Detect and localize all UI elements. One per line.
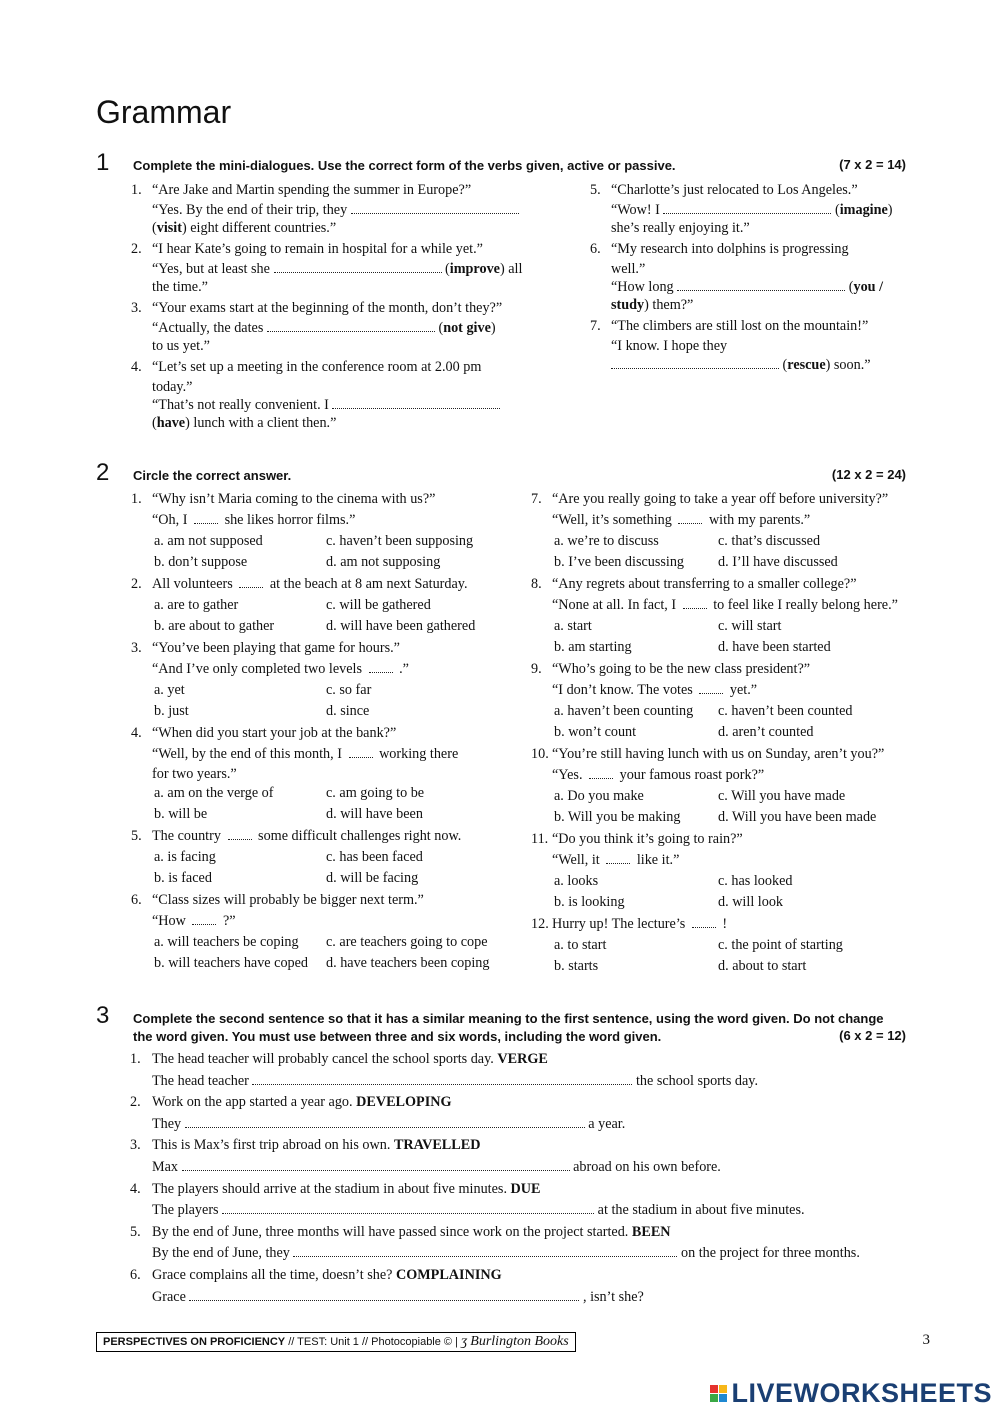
option-c[interactable]: c. Will you have made [718, 788, 846, 804]
answer-options [554, 935, 951, 977]
verb-given: rescue [787, 357, 826, 373]
answer-options [554, 531, 951, 573]
option-d[interactable]: d. will have been [326, 806, 423, 822]
answer-blank[interactable] [663, 201, 831, 214]
answer-suffix: ) them?” [644, 297, 694, 313]
answer-blank[interactable] [267, 319, 435, 332]
second-sentence [130, 1287, 910, 1309]
question-item [531, 489, 951, 573]
answer-blank[interactable] [182, 1158, 570, 1171]
sentence-end: , isn’t she? [582, 1288, 644, 1305]
question-number: 4. [131, 725, 142, 741]
option-c[interactable]: c. has looked [718, 873, 793, 889]
answer-gap[interactable] [692, 917, 716, 928]
question-text-before-gap: “I don’t know. The votes [552, 682, 693, 698]
question-number: 11. [531, 831, 549, 847]
option-a[interactable]: a. looks [554, 873, 599, 889]
question-text: “The climbers are still lost on the mountain!” [611, 318, 869, 334]
option-a[interactable]: a. to start [554, 937, 607, 953]
question-text-before-gap: “Oh, I [152, 512, 188, 528]
question-number: 10. [531, 746, 549, 762]
sentence-start: By the end of June, they [152, 1245, 290, 1262]
option-b[interactable]: b. don’t suppose [154, 554, 248, 570]
option-b[interactable]: b. will be [154, 806, 208, 822]
verb-given: have [156, 415, 186, 431]
question-number: 2. [130, 1094, 141, 1111]
question-text-after-gap: she likes horror films.” [224, 512, 356, 528]
question-line [552, 765, 951, 786]
question-item: 1. “Are Jake and Martin spending the summer in Europe?” “Yes. By the end of their trip, they (visit) eight different countries.” [131, 180, 551, 237]
option-d[interactable]: d. will be facing [326, 870, 419, 886]
answer-blank[interactable] [611, 356, 779, 369]
first-sentence: The head teacher will probably cancel the school sports day. [152, 1051, 494, 1067]
answer-options [554, 616, 951, 658]
option-c[interactable]: c. are teachers going to cope [326, 934, 488, 950]
answer-suffix: ) lunch with a client then.” [185, 415, 337, 431]
question-line [152, 826, 526, 847]
key-word: DUE [510, 1180, 541, 1197]
answer-blank[interactable] [274, 260, 442, 273]
transformation-item [130, 1135, 910, 1157]
answer-gap[interactable] [349, 747, 373, 758]
answer-options [154, 531, 526, 573]
option-c[interactable]: c. haven’t been supposing [326, 533, 474, 549]
option-d[interactable]: d. will look [718, 894, 784, 910]
question-text-before-gap: “And I’ve only completed two levels [152, 661, 362, 677]
option-c[interactable]: c. will start [718, 618, 782, 634]
option-a[interactable]: a. yet [154, 682, 185, 698]
question-number: 2. [131, 576, 142, 592]
series-name: PERSPECTIVES ON PROFICIENCY [103, 1336, 286, 1348]
question-text: “You’re still having lunch with us on Sunday, aren’t you?” [552, 746, 885, 762]
option-b[interactable]: b. will teachers have coped [154, 955, 309, 971]
option-a[interactable]: a. am not supposed [154, 533, 263, 549]
answer-prefix: “Yes, but at least she [152, 261, 270, 277]
option-c[interactable]: c. has been faced [326, 849, 423, 865]
answer-options [154, 595, 526, 637]
question-text: “I hear Kate’s going to remain in hospital for a while yet.” [152, 241, 483, 257]
question-item: 4. “Let’s set up a meeting in the conference room at 2.00 pm today.” “That’s not really convenient. I (have) lunch with a client then.” [131, 357, 551, 432]
answer-suffix: ) all [499, 261, 523, 277]
verb-given: imagine [839, 202, 888, 218]
question-item [131, 723, 526, 825]
transformation-item [130, 1265, 910, 1287]
answer-suffix: ) eight different countries.” [181, 220, 337, 236]
question-text-after-gap: to feel like I really belong here.” [713, 597, 898, 613]
question-number: 12. [531, 916, 549, 932]
option-c[interactable]: c. haven’t been counted [718, 703, 853, 719]
sentence-start: They [152, 1115, 182, 1132]
option-b[interactable]: b. I’ve been discussing [554, 554, 685, 570]
question-text-after-gap: with my parents.” [708, 512, 811, 528]
question-text: “My research into dolphins is progressing [611, 241, 849, 257]
verb-given-continued: study [611, 297, 645, 313]
question-number: 6. [130, 1266, 141, 1283]
answer-blank[interactable] [189, 1288, 579, 1301]
second-sentence [130, 1200, 910, 1222]
question-text-before-gap: The country [152, 828, 221, 844]
section-1-left-column [131, 180, 551, 432]
answer-options [154, 847, 526, 889]
question-text-before-gap: “Well, by the end of this month, I [152, 746, 342, 762]
first-sentence: By the end of June, three months will have passed since work on the project started. [152, 1223, 629, 1240]
answer-continuation: the time.” [152, 279, 208, 295]
transformation-item [130, 1222, 910, 1244]
answer-continuation: to us yet.” [152, 338, 210, 354]
option-a[interactable]: a. Do you make [554, 788, 644, 804]
answer-blank[interactable] [351, 201, 519, 214]
second-sentence [130, 1071, 910, 1093]
question-text-after-gap: at the beach at 8 am next Saturday. [269, 576, 468, 592]
key-word: VERGE [497, 1051, 548, 1067]
question-text-after-gap: yet.” [729, 682, 758, 698]
question-item: 6. “My research into dolphins is progressing well.” “How long (you / study) them?” [590, 239, 920, 314]
section-instruction: Circle the correct answer. [133, 468, 292, 483]
question-line [552, 850, 951, 871]
question-item [131, 574, 526, 637]
question-item [531, 574, 951, 658]
answer-suffix: ) [490, 320, 496, 336]
verb-given: improve [449, 261, 500, 277]
option-a[interactable]: a. start [554, 618, 592, 634]
option-d[interactable]: d. Will you have been made [718, 809, 877, 825]
verb-given: visit [156, 220, 182, 236]
question-text: “Do you think it’s going to rain?” [552, 831, 743, 847]
section-number: 3 [96, 1002, 110, 1029]
option-c[interactable]: c. am going to be [326, 785, 425, 801]
option-d[interactable]: d. have teachers been coping [326, 955, 490, 971]
question-text-before-gap: Hurry up! The lecture’s [552, 916, 686, 932]
question-number: 1. [131, 491, 142, 507]
question-text-after-gap: .” [399, 661, 409, 677]
option-c[interactable]: c. the point of starting [718, 937, 843, 953]
question-text-after-gap: like it.” [636, 852, 680, 868]
question-item: 2. “I hear Kate’s going to remain in hospital for a while yet.” “Yes, but at least she (improve) all the time.” [131, 239, 551, 296]
question-number: 5. [131, 828, 142, 844]
answer-gap[interactable] [699, 683, 723, 694]
answer-options [154, 680, 526, 722]
first-sentence: This is Max’s first trip abroad on his own. [152, 1137, 391, 1154]
question-text-after-gap: ?” [222, 913, 236, 929]
question-item [131, 890, 526, 974]
answer-blank[interactable] [677, 278, 845, 291]
question-number: 4. [131, 359, 142, 375]
question-line [152, 510, 526, 531]
section-instruction: Complete the second sentence so that it has a similar meaning to the first sentence, using the word given. Do not change the word given. You must use between three and six words, including the word given. [133, 1011, 884, 1044]
answer-prefix: “I know. I hope they [611, 338, 728, 354]
answer-blank[interactable] [222, 1201, 594, 1214]
question-text: “Are you really going to take a year off before university?” [552, 491, 889, 507]
question-number: 3. [130, 1137, 141, 1154]
answer-options [154, 932, 526, 974]
answer-gap[interactable] [192, 914, 216, 925]
question-item [531, 659, 951, 743]
question-text-after-gap: ! [722, 916, 728, 932]
section-number: 2 [96, 459, 110, 486]
answer-blank[interactable] [185, 1115, 585, 1128]
option-c[interactable]: c. will be gathered [326, 597, 431, 613]
question-line [152, 744, 526, 765]
answer-gap[interactable] [678, 513, 702, 524]
option-b[interactable]: b. Will you be making [554, 809, 681, 825]
question-text: “Are Jake and Martin spending the summer in Europe?” [152, 182, 472, 198]
option-b[interactable]: b. just [154, 703, 189, 719]
answer-gap[interactable] [369, 662, 393, 673]
question-text: “Class sizes will probably be bigger next term.” [152, 892, 424, 908]
question-number: 3. [131, 300, 142, 316]
answer-options [154, 783, 526, 825]
test-info: // TEST: Unit 1 // Photocopiable © [285, 1336, 453, 1348]
answer-suffix: ) [887, 202, 893, 218]
question-line [552, 595, 951, 616]
question-text-continued: today.” [152, 379, 193, 395]
question-number: 2. [131, 241, 142, 257]
question-text-after-gap: some difficult challenges right now. [258, 828, 462, 844]
question-number: 6. [131, 892, 142, 908]
question-text-after-gap: your famous roast pork?” [619, 767, 765, 783]
option-b[interactable]: b. are about to gather [154, 618, 275, 634]
question-text: “Charlotte’s just relocated to Los Angeles.” [611, 182, 858, 198]
question-item [531, 914, 951, 977]
option-d[interactable]: d. have been started [718, 639, 831, 655]
question-text: “Your exams start at the beginning of the month, don’t they?” [152, 300, 503, 316]
question-number: 1. [130, 1051, 141, 1067]
question-item [531, 744, 951, 828]
question-text-before-gap: “Yes. [552, 767, 583, 783]
key-word: TRAVELLED [393, 1137, 481, 1154]
question-text-before-gap: “Well, it’s something [552, 512, 672, 528]
question-number: 5. [590, 182, 601, 198]
question-text: “Any regrets about transferring to a smaller college?” [552, 576, 857, 592]
section-1-right-column [590, 180, 920, 376]
section-score: (7 x 2 = 14) [839, 157, 906, 172]
question-text: “Let’s set up a meeting in the conference room at 2.00 pm [152, 359, 482, 375]
transformation-item [130, 1092, 910, 1114]
question-item: 3. “Your exams start at the beginning of the month, don’t they?” “Actually, the dates (not give) to us yet.” [131, 298, 551, 355]
first-sentence: Work on the app started a year ago. [152, 1094, 353, 1111]
option-b[interactable]: b. is looking [554, 894, 625, 910]
page-number: 3 [922, 1332, 930, 1348]
section-2-left-column [131, 489, 526, 975]
section-number: 1 [96, 149, 110, 176]
option-d[interactable]: d. I’ll have discussed [718, 554, 838, 570]
question-text-continued: well.” [611, 261, 646, 277]
option-a[interactable]: a. we’re to discuss [554, 533, 659, 549]
publisher-name: Burlington Books [470, 1334, 569, 1349]
answer-prefix: “Actually, the dates [152, 320, 264, 336]
answer-gap[interactable] [194, 513, 218, 524]
question-number: 5. [130, 1223, 141, 1240]
option-a[interactable]: a. haven’t been counting [554, 703, 694, 719]
question-text-before-gap: “How [152, 913, 186, 929]
question-line [152, 659, 526, 680]
question-item [531, 829, 951, 913]
key-word: COMPLAINING [396, 1266, 502, 1283]
sentence-end: a year. [588, 1115, 626, 1132]
option-d[interactable]: d. am not supposing [326, 554, 441, 570]
answer-prefix: “Yes. By the end of their trip, they [152, 202, 348, 218]
question-text: “You’ve been playing that game for hours.” [152, 640, 400, 656]
transformation-item [130, 1179, 910, 1201]
question-text-before-gap: “None at all. In fact, I [552, 597, 677, 613]
sentence-start: Max [152, 1158, 179, 1175]
sentence-end: the school sports day. [635, 1072, 759, 1089]
sentence-start: The players [152, 1202, 219, 1219]
answer-blank[interactable] [252, 1072, 632, 1085]
option-a[interactable]: a. will teachers be coping [154, 934, 299, 950]
question-item: 7. “The climbers are still lost on the mountain!” “I know. I hope they (rescue) soon.” [590, 316, 920, 376]
answer-gap[interactable] [589, 768, 613, 779]
option-c[interactable]: c. that’s discussed [718, 533, 821, 549]
option-d[interactable]: d. will have been gathered [326, 618, 476, 634]
section-score: (12 x 2 = 24) [831, 467, 906, 482]
option-b[interactable]: b. won’t count [554, 724, 637, 740]
verb-given: you / [853, 279, 884, 295]
question-text: “Who’s going to be the new class president?” [552, 661, 811, 677]
question-line [552, 510, 951, 531]
second-sentence [130, 1114, 910, 1136]
question-item [131, 489, 526, 573]
answer-blank[interactable] [332, 396, 500, 409]
option-b[interactable]: b. am starting [554, 639, 632, 655]
answer-gap[interactable] [239, 577, 263, 588]
option-d[interactable]: d. about to start [718, 958, 807, 974]
answer-prefix: “How long [611, 279, 674, 295]
question-item [131, 826, 526, 889]
option-d[interactable]: d. aren’t counted [718, 724, 814, 740]
section-instruction: Complete the mini-dialogues. Use the correct form of the verbs given, active or passive. [133, 158, 676, 173]
first-sentence: Grace complains all the time, doesn’t she? [152, 1266, 393, 1283]
sentence-start: Grace [152, 1288, 186, 1305]
key-word: DEVELOPING [356, 1094, 452, 1111]
footer-credit: PERSPECTIVES ON PROFICIENCY // TEST: Unit 1 // Photocopiable © | ʒ Burlington Books [96, 1332, 576, 1352]
question-line [152, 574, 526, 595]
option-d[interactable]: d. since [326, 703, 370, 719]
answer-gap[interactable] [683, 598, 707, 609]
question-text-before-gap: “Well, it [552, 852, 600, 868]
question-number: 4. [130, 1180, 141, 1197]
answer-gap[interactable] [228, 829, 252, 840]
transformation-item [130, 1049, 910, 1071]
answer-options [554, 871, 951, 913]
question-number: 3. [131, 640, 142, 656]
answer-continuation: she’s really enjoying it.” [611, 220, 750, 236]
question-number: 7. [590, 318, 601, 334]
question-text: “When did you start your job at the bank?” [152, 725, 397, 741]
option-b[interactable]: b. is faced [154, 870, 212, 886]
question-number: 1. [131, 182, 142, 198]
option-a[interactable]: a. are to gather [154, 597, 239, 613]
answer-blank[interactable] [293, 1244, 677, 1257]
liveworksheets-logo[interactable] [710, 1378, 992, 1408]
sentence-end: abroad on his own before. [573, 1158, 721, 1175]
sentence-end: on the project for three months. [681, 1245, 860, 1262]
question-number: 9. [531, 661, 542, 677]
logo-text: LIVEWORKSHEETS [731, 1377, 992, 1408]
answer-prefix: “Wow! I [611, 202, 660, 218]
question-item: 5. “Charlotte’s just relocated to Los Angeles.” “Wow! I (imagine) she’s really enjoying it.” [590, 180, 920, 237]
option-a[interactable]: a. is facing [154, 849, 216, 865]
answer-prefix: “That’s not really convenient. I [152, 397, 329, 413]
answer-options [554, 786, 951, 828]
question-text-after-gap: working there [379, 746, 459, 762]
answer-gap[interactable] [606, 853, 630, 864]
brand-icon: ʒ [461, 1334, 468, 1349]
answer-suffix: ) soon.” [825, 357, 871, 373]
second-sentence [130, 1243, 910, 1265]
option-a[interactable]: a. am on the verge of [154, 785, 274, 801]
question-number: 6. [590, 241, 601, 257]
question-text: “Why isn’t Maria coming to the cinema with us?” [152, 491, 436, 507]
question-text-before-gap: All volunteers [152, 576, 233, 592]
verb-given: not give [443, 320, 491, 336]
page-footer [96, 1332, 930, 1352]
first-sentence: The players should arrive at the stadium in about five minutes. [152, 1180, 507, 1197]
second-sentence [130, 1157, 910, 1179]
section-2-right-column [531, 489, 951, 978]
question-number: 8. [531, 576, 542, 592]
key-word: BEEN [631, 1223, 671, 1240]
option-c[interactable]: c. so far [326, 682, 372, 698]
section-score: (6 x 2 = 12) [839, 1028, 906, 1043]
section-3-items [130, 1049, 910, 1308]
question-text-continued: for two years.” [152, 766, 237, 782]
logo-grid-icon [710, 1385, 727, 1402]
question-line [552, 680, 951, 701]
question-number: 7. [531, 491, 542, 507]
answer-options [554, 701, 951, 743]
question-line [152, 911, 526, 932]
option-b[interactable]: b. starts [554, 958, 599, 974]
question-line [552, 914, 951, 935]
page-title: Grammar [96, 94, 232, 130]
sentence-start: The head teacher [152, 1072, 249, 1089]
sentence-end: at the stadium in about five minutes. [597, 1202, 805, 1219]
question-item [131, 638, 526, 722]
